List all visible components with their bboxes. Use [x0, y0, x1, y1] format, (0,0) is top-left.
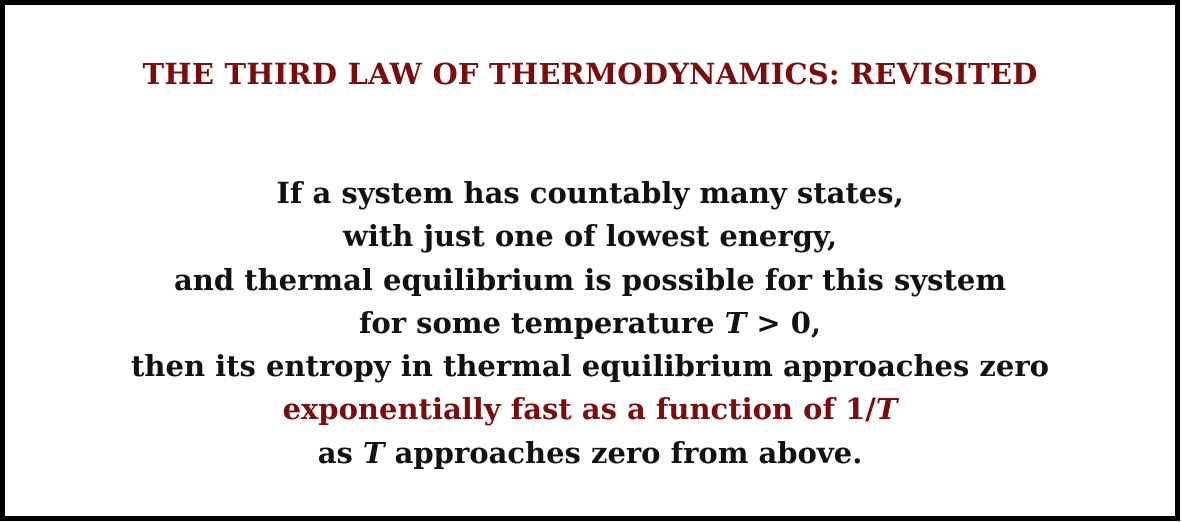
- statement-line-7: [5, 432, 1175, 475]
- temperature-symbol: T: [724, 305, 747, 340]
- statement-line-3: and thermal equilibrium is possible for this system: [173, 262, 1007, 297]
- line-4-prefix: for some temperature: [358, 305, 725, 340]
- line-7-prefix: as: [317, 435, 363, 470]
- line-6-prefix: exponentially fast as a function of: [282, 392, 846, 427]
- statement-line-4: [5, 302, 1175, 345]
- law-statement: [5, 172, 1175, 475]
- temperature-symbol-2: T: [362, 435, 385, 470]
- inverse-temperature-symbol: T: [875, 392, 898, 427]
- statement-line-2: with just one of lowest energy,: [342, 219, 838, 254]
- line-4-suffix: > 0,: [746, 305, 822, 340]
- statement-line-5: then its entropy in thermal equilibrium approaches zero: [131, 349, 1049, 384]
- statement-line-1: If a system has countably many states,: [276, 176, 904, 210]
- statement-line-6-highlight: [5, 388, 1175, 431]
- slide-title: THE THIRD LAW OF THERMODYNAMICS: REVISITED: [142, 57, 1038, 91]
- line-7-suffix: approaches zero from above.: [384, 435, 863, 470]
- inverse-prefix: 1/: [845, 392, 876, 427]
